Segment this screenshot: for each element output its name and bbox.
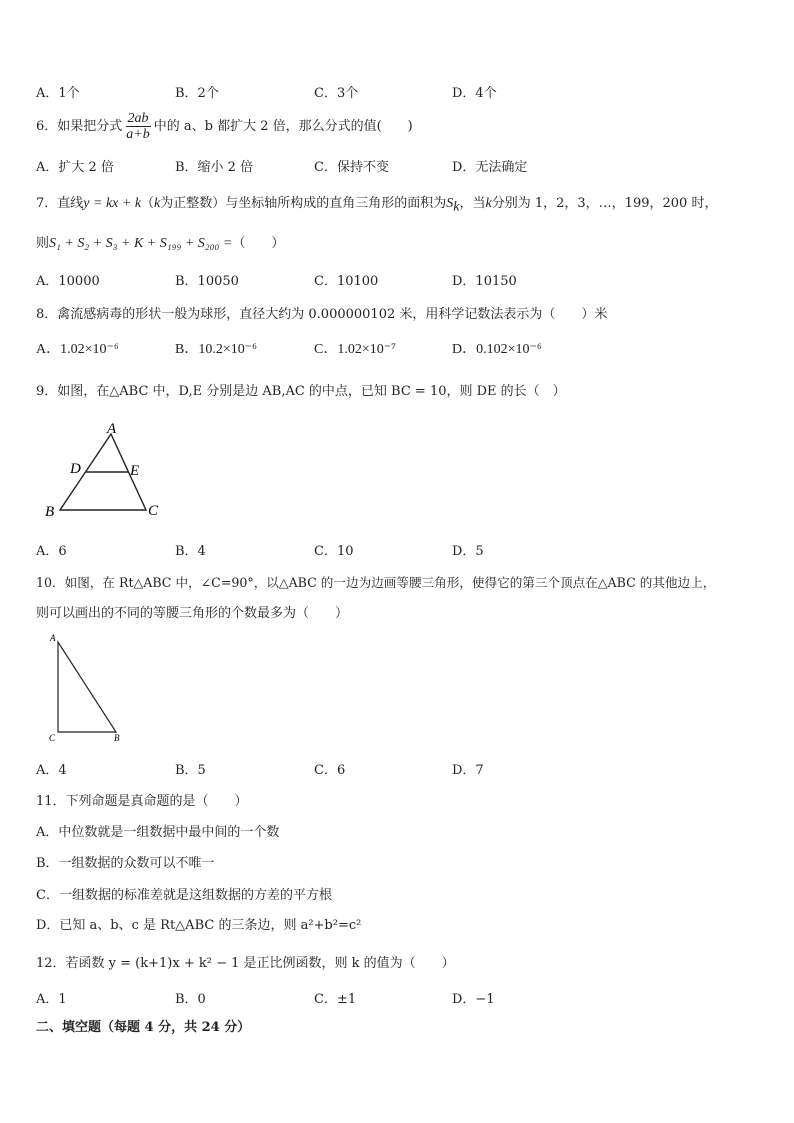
q7-stem-line1: [36, 192, 717, 216]
q10-triangle-abc: [58, 642, 116, 732]
q7-part3: 为正整数）与坐标轴所构成的直角三角形的面积为: [160, 196, 447, 211]
q4-option-c: C．3个: [314, 86, 359, 101]
q6-frac-den: a+b: [126, 127, 150, 142]
q7-stem-line2: [36, 232, 284, 252]
q12-option-a: A．1: [36, 992, 67, 1007]
q10-option-a: A．4: [36, 763, 67, 778]
q7-k-2: k: [485, 196, 492, 211]
section-2-heading: 二、填空题（每题 4 分，共 24 分）: [36, 1020, 251, 1035]
q10-label-c: C: [49, 733, 56, 743]
q12-option-d: D．−1: [452, 992, 495, 1007]
q11-option-d: D．已知 a、b、c 是 Rt△ABC 的三条边，则 a²+b²=c²: [36, 918, 362, 933]
q11-option-c: C．一组数据的标准差就是这组数据的方差的平方根: [36, 888, 332, 903]
q9-option-c: C．10: [314, 544, 354, 559]
q6-option-b: B．缩小 2 倍: [175, 160, 254, 175]
q9-label-a: A: [107, 421, 117, 437]
q8-option-c: C．1.02×10⁻⁷: [314, 342, 397, 357]
q7-part1: 7．直线: [36, 196, 84, 211]
q11-stem: 11．下列命题是真命题的是（ ）: [36, 794, 248, 809]
q8-stem: 8．禽流感病毒的形状一般为球形，直径大约为 0.000000102 米，用科学记数法表示为（ ）米: [36, 307, 608, 322]
q4-option-b: B．2个: [175, 86, 219, 101]
q8-option-a: A．1.02×10⁻⁶: [36, 342, 119, 357]
q10-option-d: D．7: [452, 763, 484, 778]
q9-label-b: B: [45, 504, 55, 520]
q9-label-d: D: [70, 461, 81, 477]
q7-sk-sub: k: [453, 199, 460, 215]
q9-label-e: E: [130, 463, 140, 479]
q10-stem-line1: 10．如图，在 Rt△ABC 中，∠C=90°，以△ABC 的一边为边画等腰三角形，使得它的第三个顶点在△ABC 的其他边上，: [36, 575, 716, 590]
q12-stem: 12．若函数 y = (k+1)x + k² − 1 是正比例函数，则 k 的值为（ ）: [36, 956, 455, 971]
q6-frac-num: 2ab: [127, 111, 149, 126]
q7-part2: （: [141, 196, 155, 211]
q9-option-a: A．6: [36, 544, 67, 559]
q6-stem-after: 中的 a、b 都扩大 2 倍，那么分式的值( ): [153, 119, 413, 134]
q6-stem: [36, 108, 413, 146]
q11-option-b: B．一组数据的众数可以不唯一: [36, 856, 215, 871]
q6-stem-before: 6．如果把分式: [36, 119, 123, 134]
q7-option-a: A．10000: [36, 274, 100, 289]
q7-part5: 分别为 1，2，3，…，199，200 时，: [491, 196, 718, 211]
q6-fraction: [124, 111, 151, 142]
q9-stem: 9．如图，在△ABC 中，D,E 分别是边 AB,AC 的中点，已知 BC = 10，则 DE 的长（ ）: [36, 384, 566, 399]
q10-stem-line2: 则可以画出的不同的等腰三角形的个数最多为（ ）: [36, 606, 349, 621]
q12-option-c: C．±1: [314, 992, 357, 1007]
q4-option-d: D．4个: [452, 86, 497, 101]
q6-option-c: C．保持不变: [314, 160, 389, 175]
q9-label-c: C: [148, 503, 159, 519]
q10-right-triangle-figure: [44, 632, 134, 746]
q9-option-d: D．5: [452, 544, 484, 559]
q7-part4: ，当: [459, 196, 486, 211]
q10-label-b: B: [114, 733, 120, 743]
q7-equation: y = kx + k: [83, 196, 142, 211]
q7-option-c: C．10100: [314, 274, 379, 289]
q7-line2-after: （ ）: [232, 236, 285, 251]
q7-option-d: D．10150: [452, 274, 517, 289]
q7-k: k: [154, 196, 161, 211]
q12-option-b: B．0: [175, 992, 206, 1007]
q6-option-a: A．扩大 2 倍: [36, 160, 114, 175]
q10-option-b: B．5: [175, 763, 206, 778]
q7-sk: S: [446, 196, 454, 211]
q10-option-c: C．6: [314, 763, 346, 778]
q11-option-a: A．中位数就是一组数据中最中间的一个数: [36, 825, 280, 840]
q8-option-b: B．10.2×10⁻⁶: [175, 342, 258, 357]
q10-label-a: A: [50, 633, 56, 643]
q7-option-b: B．10050: [175, 274, 239, 289]
q4-option-a: A．1个: [36, 86, 80, 101]
q8-option-d: D．0.102×10⁻⁶: [452, 342, 542, 357]
q9-triangle-figure: [40, 418, 170, 523]
q7-line2-before: 则: [36, 236, 50, 251]
q6-option-d: D．无法确定: [452, 160, 528, 175]
q7-sum-expression: S₁ + S₂ + S₃ + K + S₁₉₉ + S₂₀₀ =: [49, 236, 233, 251]
q9-option-b: B．4: [175, 544, 206, 559]
